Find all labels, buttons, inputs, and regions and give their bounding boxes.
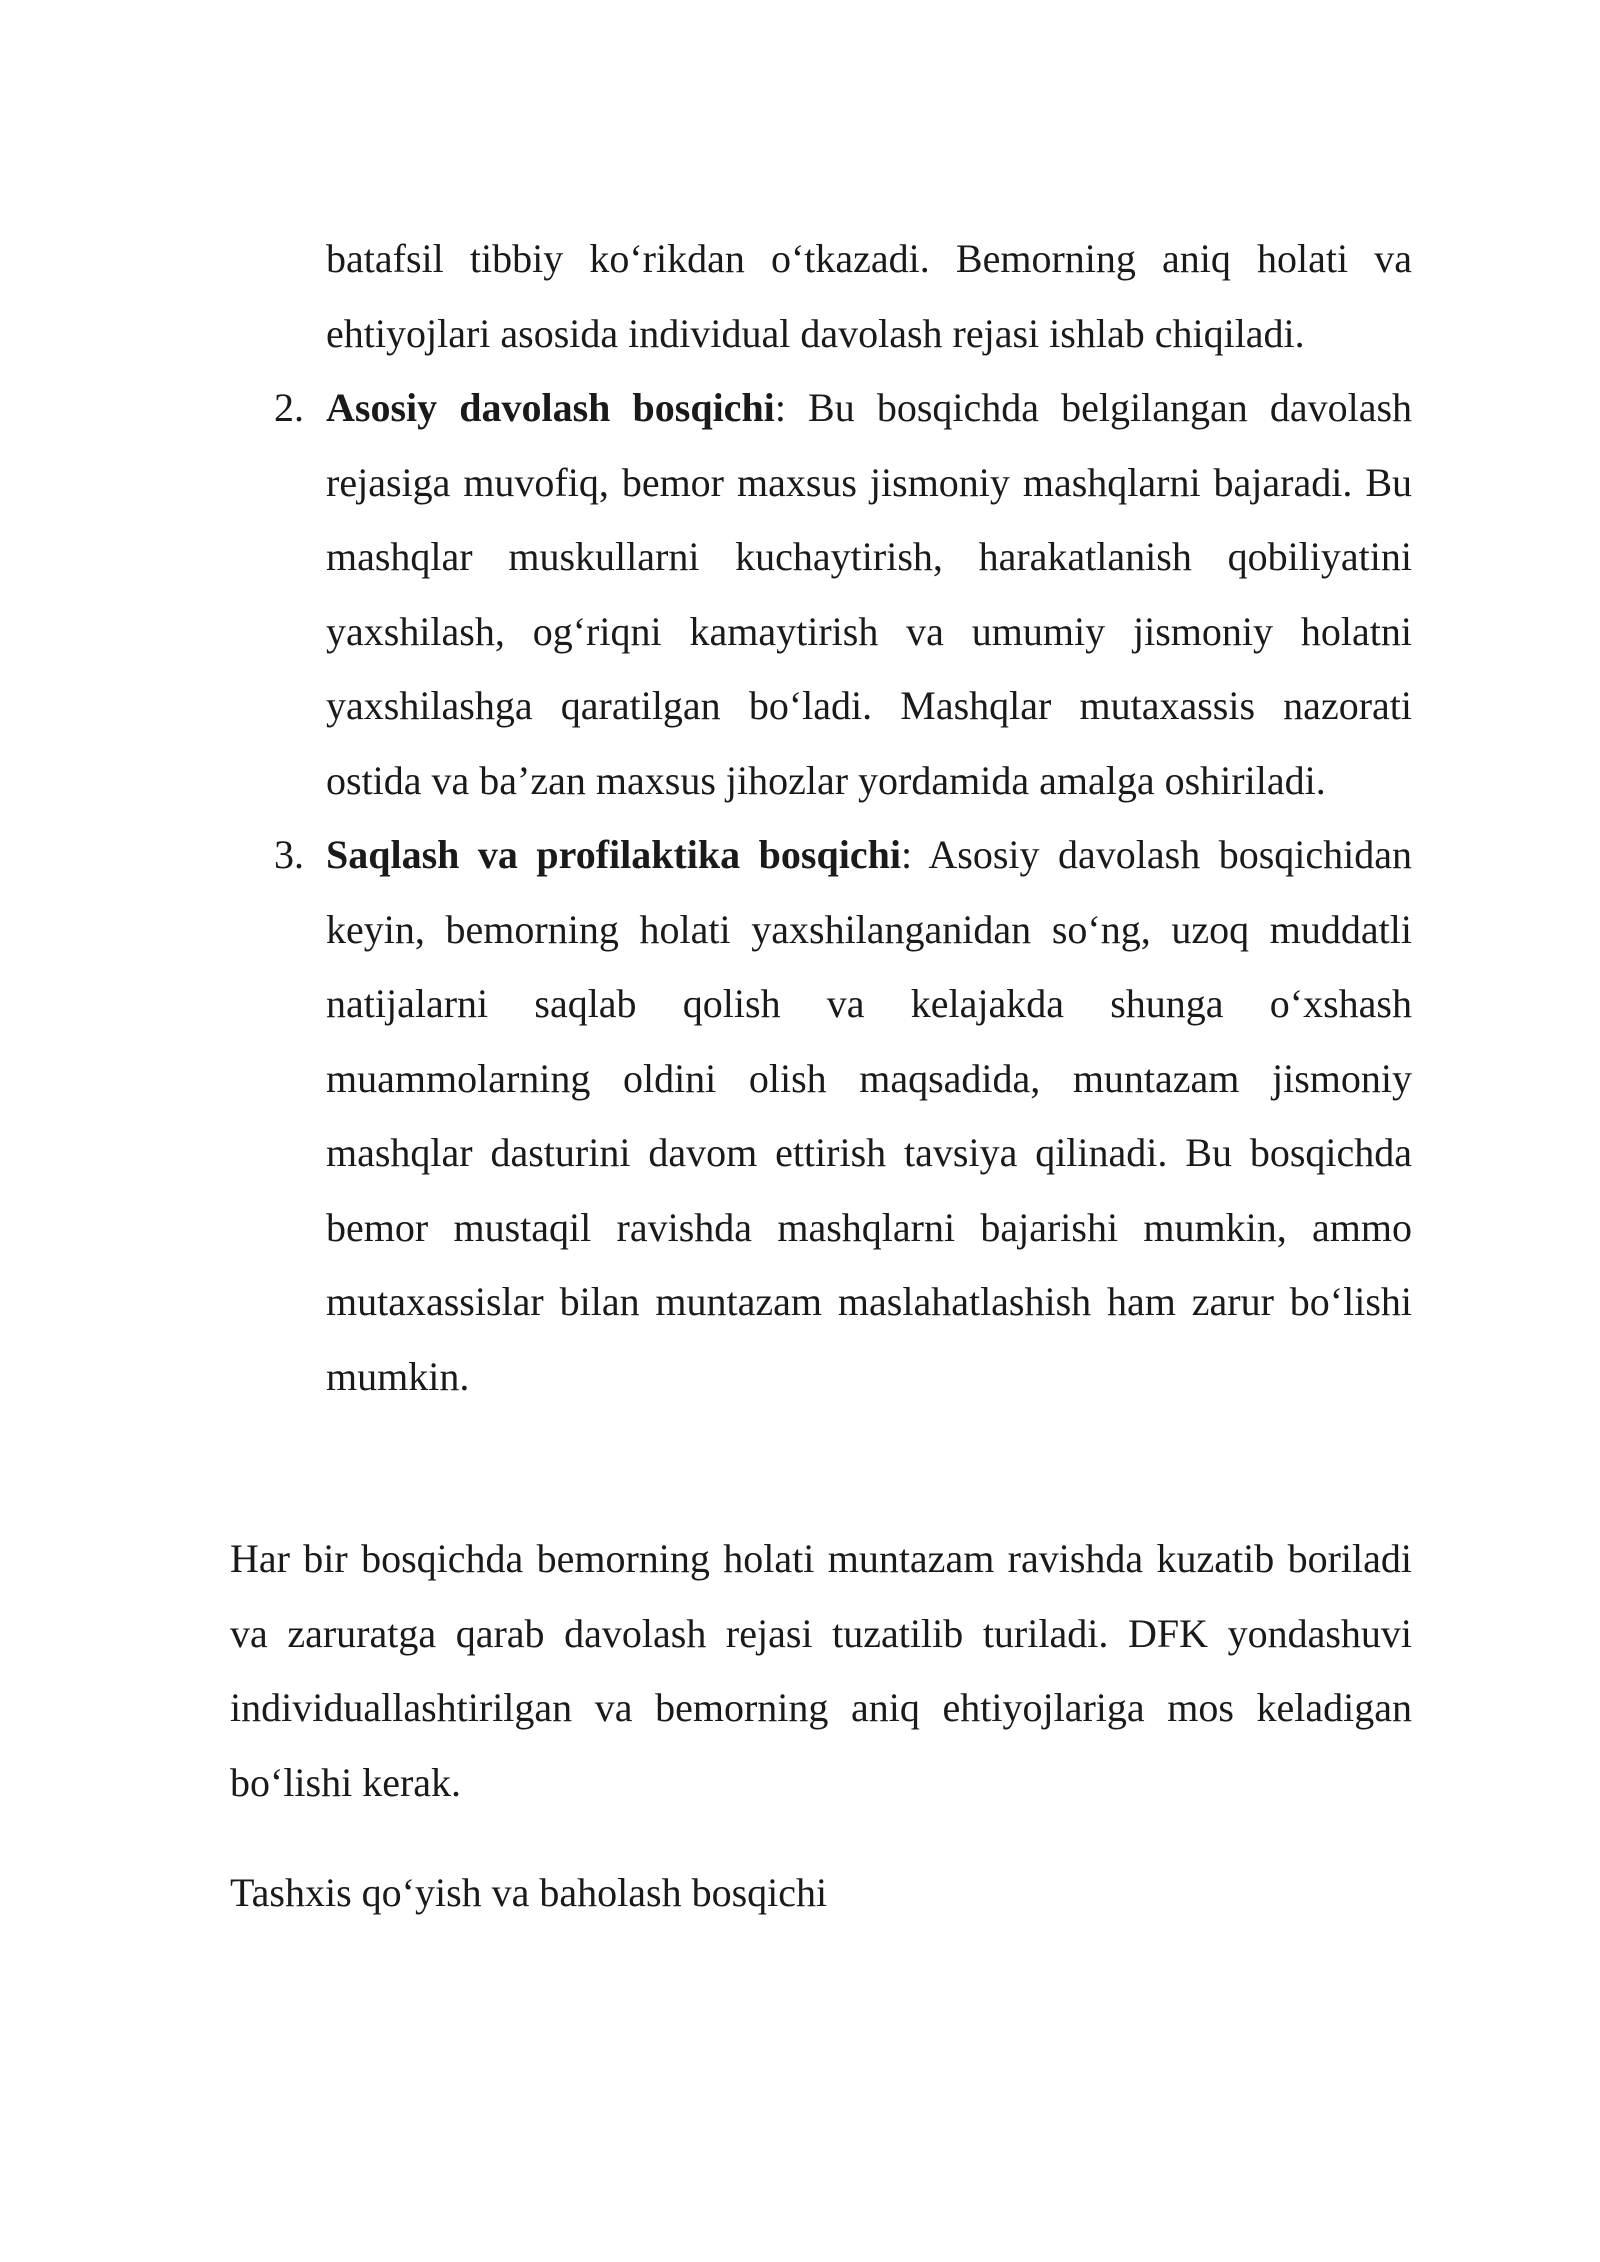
- list-item-number: 2.: [274, 385, 304, 430]
- list-item: [326, 222, 1412, 371]
- list-item-text: batafsil tibbiy ko‘rikdan o‘tkazadi. Bemorning aniq holati va ehtiyojlari asosida individual davolash rejasi ishlab chiqiladi.: [326, 236, 1412, 356]
- list-item-separator: :: [900, 832, 913, 877]
- section-heading: Tashxis qo‘yish va baholash bosqichi: [230, 1870, 828, 1915]
- list-item-term: Saqlash va profilaktika bosqichi: [326, 832, 901, 877]
- list-item-content: [326, 818, 1412, 1414]
- numbered-list: [274, 222, 1413, 1414]
- body-paragraph: Har bir bosqichda bemorning holati muntazam ravishda kuzatib boriladi va zaruratga qarab davolash rejasi tuzatilib turiladi. DFK yondashuvi individuallashtirilgan va bemorning aniq ehtiyojlariga mos keladigan bo‘lishi kerak.: [230, 1536, 1412, 1805]
- list-item-text: Bu bosqichda belgilangan davolash rejasiga muvofiq, bemor maxsus jismoniy mashqlarni bajaradi. Bu mashqlar muskullarni kuchaytirish, harakatlanish qobiliyatini yaxshilash, og‘riqni kamaytirish va umumiy jismoniy holatni yaxshilashga qaratilgan bo‘ladi. Mashqlar mutaxassis nazorati ostida va ba’zan maxsus jihozlar yordamida amalga oshiriladi.: [326, 385, 1413, 803]
- list-item: [274, 371, 1413, 818]
- list-item-number: 3.: [274, 832, 304, 877]
- list-item-content: [326, 371, 1412, 818]
- list-item-term: Asosiy davolash bosqichi: [326, 385, 775, 430]
- list-item: [274, 818, 1412, 1414]
- list-item-separator: :: [774, 385, 786, 430]
- list-item-text: Asosiy davolash bosqichidan keyin, bemorning holati yaxshilanganidan so‘ng, uzoq muddatli natijalarni saqlab qolish va kelajakda shunga o‘xshash muammolarning oldini olish maqsadida, muntazam jismoniy mashqlar dasturini davom ettirish tavsiya qilinadi. Bu bosqichda bemor mustaqil ravishda mashqlarni bajarishi mumkin, ammo mutaxassislar bilan muntazam maslahatlashish ham zarur bo‘lishi mumkin.: [326, 832, 1412, 1399]
